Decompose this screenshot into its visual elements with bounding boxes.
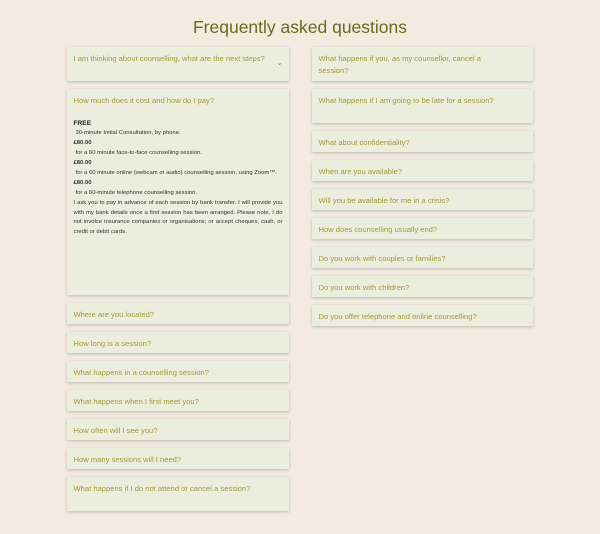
faq-item-children[interactable]	[312, 276, 533, 297]
desc-online: for a 60 minute online (webcam or audio) counselling session, using Zoom™.	[75, 169, 277, 176]
price-online: £80.00	[73, 160, 92, 167]
faq-answer-cost	[67, 113, 289, 256]
faq-item-ending[interactable]	[312, 218, 533, 239]
faq-question[interactable]: What about confidentiality?	[318, 138, 410, 147]
faq-question[interactable]: Do you offer telephone and online counselling?	[318, 312, 477, 321]
faq-column-left	[67, 47, 289, 519]
faq-item-cancel-by-counsellor[interactable]	[312, 47, 533, 81]
faq-question[interactable]: What happens when I first meet you?	[73, 397, 199, 406]
faq-question[interactable]: How long is a session?	[73, 339, 152, 348]
faq-item-session-content[interactable]	[67, 361, 289, 382]
faq-question[interactable]: Do you work with couples or families?	[318, 254, 446, 263]
faq-item-next-steps[interactable]	[67, 47, 289, 81]
faq-question[interactable]: How does counselling usually end?	[318, 225, 438, 234]
faq-item-session-count[interactable]	[67, 448, 289, 469]
faq-item-crisis[interactable]	[312, 189, 533, 210]
faq-item-confidentiality[interactable]	[312, 131, 533, 152]
faq-item-late[interactable]	[312, 89, 533, 123]
faq-item-first-meeting[interactable]	[67, 390, 289, 411]
faq-question[interactable]: What happens if I do not attend or cancel a session?	[73, 484, 251, 493]
faq-item-online[interactable]	[312, 305, 533, 326]
desc-face-to-face: for a 60 minute face-to-face counselling session.	[75, 150, 202, 157]
faq-question[interactable]: How often will I see you?	[73, 426, 158, 435]
faq-question[interactable]: When are you available?	[318, 167, 403, 176]
page-title: Frequently asked questions	[192, 17, 408, 37]
faq-question[interactable]: I am thinking about counselling, what are the next steps?	[73, 54, 265, 63]
faq-question[interactable]: What happens if you, as my counsellor, cancel a session?	[318, 54, 482, 76]
faq-column-right	[312, 47, 533, 334]
faq-item-frequency[interactable]	[67, 419, 289, 440]
chevron-down-icon[interactable]: ⌄	[276, 58, 283, 67]
free-label: FREE	[73, 120, 92, 128]
faq-question[interactable]: Do you work with children?	[318, 283, 410, 292]
faq-item-cost[interactable]	[67, 89, 289, 295]
faq-question[interactable]: How much does it cost and how do I pay?	[73, 96, 215, 105]
faq-question[interactable]: Where are you located?	[73, 310, 155, 319]
faq-item-availability[interactable]	[312, 160, 533, 181]
free-desc: 30-minute Initial Consultation, by phone.	[75, 130, 181, 137]
price-face-to-face: £80.00	[73, 140, 92, 147]
faq-item-couples[interactable]	[312, 247, 533, 268]
faq-question[interactable]: What happens if I am going to be late for a session?	[318, 96, 494, 105]
price-telephone: £80.00	[73, 179, 92, 186]
payment-info: I ask you to pay in advance of each session by bank transfer. I will provide you with my bank details once a first session has been arranged. Please note, I do not invoice insurance companies or organisations; or accept cheques, cash, or credit or debit cards.	[73, 199, 283, 236]
faq-question[interactable]: How many sessions will I need?	[73, 455, 182, 464]
faq-question[interactable]: What happens in a counselling session?	[73, 368, 210, 377]
faq-item-cancel-by-client[interactable]	[67, 477, 289, 511]
faq-item-session-length[interactable]	[67, 332, 289, 353]
faq-item-location[interactable]	[67, 303, 289, 324]
faq-question[interactable]: Will you be available for me in a crisis?	[318, 196, 450, 205]
desc-telephone: for a 60-minute telephone counselling session.	[75, 189, 197, 196]
